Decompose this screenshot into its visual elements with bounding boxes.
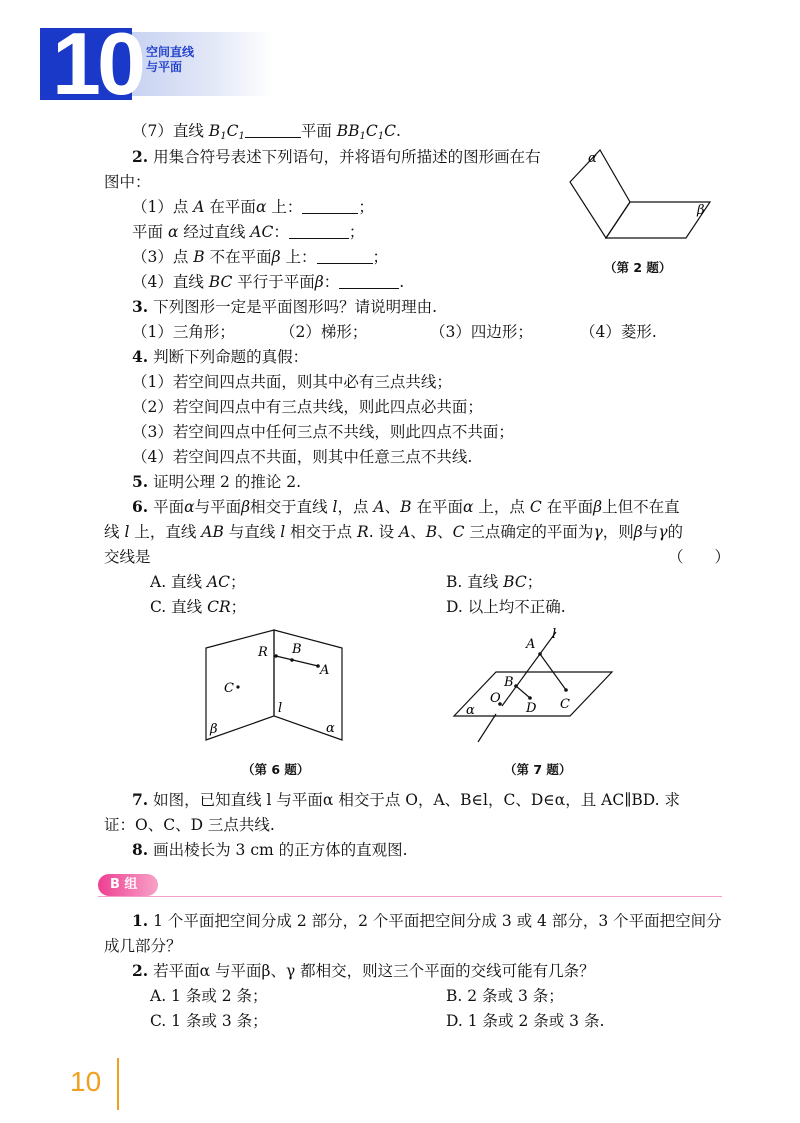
answer-blank bbox=[317, 248, 373, 264]
b-q2-option-b: B. 2 条或 3 条； bbox=[446, 987, 564, 1005]
b-q1-line2: 成几部分？ bbox=[104, 937, 182, 955]
b-q2-line: 2. 若平面α 与平面β、γ 都相交，则这三个平面的交线可能有几条？ bbox=[132, 961, 595, 980]
label-o: O bbox=[490, 691, 501, 706]
label-r: R bbox=[258, 645, 268, 660]
point-d bbox=[528, 696, 532, 700]
label-c: C bbox=[224, 681, 234, 696]
point-b bbox=[514, 684, 518, 688]
label-alpha: α bbox=[588, 151, 597, 166]
q2-caption: （第 2 题） bbox=[604, 260, 672, 275]
q7-line1: 7. 如图，已知直线 l 与平面α 相交于点 O，A、B∈l，C、D∈α，且 AC∥BD. 求 bbox=[132, 790, 680, 809]
answer-blank bbox=[245, 122, 301, 138]
label-alpha: α bbox=[466, 703, 475, 718]
q6-line1: 6. 平面α与平面β相交于直线 l，点 A、B 在平面α 上，点 C 在平面β上但不在直 bbox=[132, 497, 680, 516]
answer-blank bbox=[302, 198, 358, 214]
q2-item4: （4）直线 BC 平行于平面β： . bbox=[132, 273, 405, 291]
point-r bbox=[274, 654, 278, 658]
q3-option2: （2）梯形； bbox=[280, 323, 368, 341]
q2-line2: 图中： bbox=[104, 173, 151, 191]
chapter-title-line2: 与平面 bbox=[146, 60, 183, 74]
q7-caption: （第 7 题） bbox=[504, 762, 572, 777]
q7-figure bbox=[452, 624, 622, 748]
label-a: A bbox=[320, 663, 330, 678]
label-l: l bbox=[278, 701, 283, 716]
q6-line2: 线 l 上，直线 AB 与直线 l 相交于点 R. 设 A、B、C 三点确定的平面为γ，则β与γ的 bbox=[104, 523, 683, 541]
label-d: D bbox=[526, 701, 537, 716]
q7-line2: 证：O、C、D 三点共线. bbox=[104, 816, 275, 834]
q6-answer-paren: （ ） bbox=[668, 548, 731, 566]
b-q2-option-d: D. 1 条或 2 条或 3 条. bbox=[446, 1012, 605, 1030]
label-b: B bbox=[292, 642, 302, 657]
q2-item3: （3）点 B 不在平面β 上： ； bbox=[132, 248, 389, 266]
q6-option-c: C. 直线 CR； bbox=[150, 598, 247, 616]
label-a: A bbox=[526, 637, 536, 652]
point-b bbox=[290, 658, 294, 662]
chapter-number: 10 bbox=[52, 14, 142, 113]
q3-option3: （3）四边形； bbox=[430, 323, 533, 341]
label-l: l bbox=[552, 627, 557, 642]
q6-caption: （第 6 题） bbox=[242, 762, 310, 777]
label-c: C bbox=[560, 697, 570, 712]
q6-option-d: D. 以上均不正确. bbox=[446, 598, 566, 616]
q4-item4: （4）若空间四点不共面，则其中任意三点不共线. bbox=[132, 448, 473, 466]
q3-line: 3. 下列图形一定是平面图形吗？请说明理由. bbox=[132, 297, 438, 316]
label-b: B bbox=[504, 675, 514, 690]
q4-item1: （1）若空间四点共面，则其中必有三点共线； bbox=[132, 373, 452, 391]
point-c bbox=[236, 685, 239, 688]
q1-item7: （7）直线 $B_1C_1$ 平面 $BB_1C_1C$. bbox=[132, 122, 401, 142]
label-beta: β bbox=[697, 203, 705, 218]
q2-figure-dihedral bbox=[560, 142, 726, 246]
b-q2-option-a: A. 1 条或 2 条； bbox=[150, 987, 268, 1005]
line-bd bbox=[516, 686, 530, 698]
q2-item1: （1）点 A 在平面α 上： ； bbox=[132, 198, 374, 216]
answer-blank bbox=[289, 223, 349, 239]
label-beta: β bbox=[210, 722, 218, 737]
chapter-title-line1: 空间直线 bbox=[146, 45, 195, 59]
q6-figure bbox=[196, 626, 356, 750]
line-ab bbox=[276, 656, 318, 666]
line-l-lower bbox=[478, 714, 496, 742]
plane-alpha-shape bbox=[570, 150, 630, 238]
q4-line: 4. 判断下列命题的真假： bbox=[132, 347, 309, 366]
q3-option4: （4）菱形. bbox=[580, 323, 657, 341]
q6-line3: 交线是 bbox=[104, 548, 151, 566]
page-number-bar bbox=[117, 1058, 119, 1110]
point-a bbox=[538, 652, 542, 656]
q3-option1: （1）三角形； bbox=[132, 323, 235, 341]
group-b-divider bbox=[98, 896, 722, 897]
q2-item2: 平面 α 经过直线 AC： ； bbox=[132, 223, 365, 241]
b-q2-option-c: C. 1 条或 3 条； bbox=[150, 1012, 268, 1030]
point-c bbox=[564, 688, 568, 692]
label-alpha: α bbox=[326, 721, 335, 736]
group-b-tab: B 组 bbox=[98, 874, 158, 896]
q6-option-b: B. 直线 BC； bbox=[446, 573, 543, 591]
q8-line: 8. 画出棱长为 3 cm 的正方体的直观图. bbox=[132, 840, 408, 859]
plane-beta-shape bbox=[606, 202, 710, 238]
q2-line1: 2. 用集合符号表述下列语句，并将语句所描述的图形画在右 bbox=[132, 147, 541, 166]
answer-blank bbox=[339, 273, 399, 289]
q6-option-a: A. 直线 AC； bbox=[150, 573, 246, 591]
b-q1-line1: 1. 1 个平面把空间分成 2 部分，2 个平面把空间分成 3 或 4 部分，3 个平面把空间分 bbox=[132, 911, 722, 930]
page-number: 10 bbox=[70, 1066, 102, 1097]
q5-line: 5. 证明公理 2 的推论 2. bbox=[132, 472, 302, 491]
q4-item2: （2）若空间四点中有三点共线，则此四点必共面； bbox=[132, 398, 483, 416]
q4-item3: （3）若空间四点中任何三点不共线，则此四点不共面； bbox=[132, 423, 514, 441]
